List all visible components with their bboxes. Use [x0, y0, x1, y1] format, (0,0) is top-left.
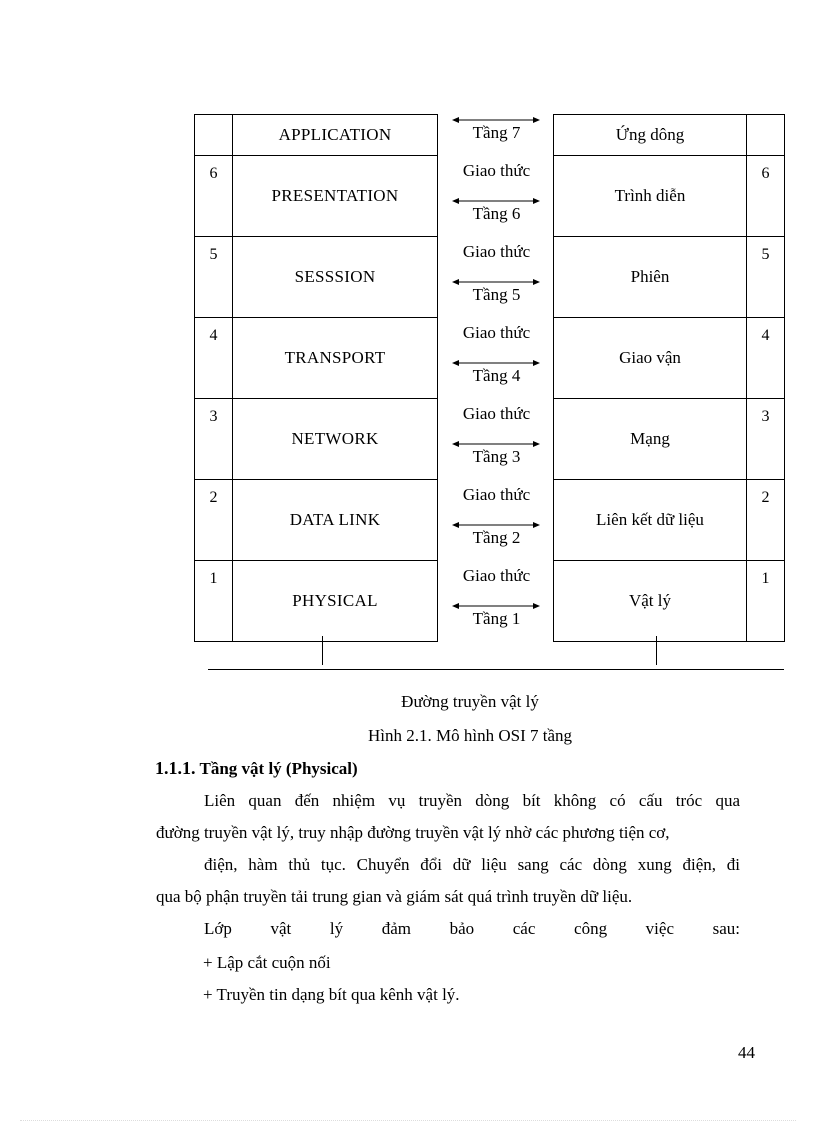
layer-name: NETWORK	[233, 399, 438, 480]
protocol-row	[440, 155, 553, 236]
left-stack-row	[195, 237, 438, 318]
protocol-row	[440, 317, 553, 398]
protocol-label: Giao thức	[462, 161, 531, 180]
layer-name-vi: Giao vận	[554, 318, 747, 399]
protocol-label: Giao thức	[462, 242, 531, 261]
layer-name: TRANSPORT	[233, 318, 438, 399]
medium-label: Đường truyền vật lý	[401, 692, 539, 711]
layer-number	[195, 115, 233, 156]
protocol-row	[440, 560, 553, 641]
protocol-label: Giao thức	[462, 404, 531, 423]
left-stack-row	[195, 561, 438, 642]
layer-name-vi: Liên kết dữ liệu	[554, 480, 747, 561]
protocol-row	[440, 236, 553, 317]
protocol-row	[440, 479, 553, 560]
layer-number: 5	[195, 237, 233, 318]
right-stack-row	[554, 318, 785, 399]
layer-number: 3	[747, 399, 785, 480]
layer-number	[747, 115, 785, 156]
layer-name-vi: Ứng dông	[554, 115, 747, 156]
layer-number: 3	[195, 399, 233, 480]
layer-number: 4	[195, 318, 233, 399]
right-stack-row	[554, 561, 785, 642]
layer-label: Tầng 1	[472, 609, 521, 628]
right-stack-row	[554, 115, 785, 156]
footer-divider	[20, 1120, 796, 1121]
layer-name-vi: Phiên	[554, 237, 747, 318]
paragraph: Lớp vật lý đảm bảo các công việc sau:	[204, 919, 740, 938]
right-stack-row	[554, 399, 785, 480]
medium-connector-left	[322, 636, 323, 665]
figure-caption: Hình 2.1. Mô hình OSI 7 tầng	[368, 726, 572, 745]
layer-name: APPLICATION	[233, 115, 438, 156]
left-stack-row	[195, 115, 438, 156]
layer-number: 2	[195, 480, 233, 561]
section-number: 1.1.1.	[155, 758, 196, 778]
layer-number: 4	[747, 318, 785, 399]
protocol-label: Giao thức	[462, 323, 531, 342]
layer-number: 2	[747, 480, 785, 561]
section-title: Tầng vật lý (Physical)	[199, 759, 358, 778]
protocol-row	[440, 398, 553, 479]
right-stack-row	[554, 237, 785, 318]
right-stack-row	[554, 480, 785, 561]
list-item: + Lập cắt cuộn nối	[203, 953, 331, 972]
paragraph	[156, 785, 740, 849]
layer-label: Tầng 2	[472, 528, 521, 547]
layer-number: 6	[747, 156, 785, 237]
layer-label: Tầng 6	[472, 204, 521, 223]
layer-name-vi: Mạng	[554, 399, 747, 480]
layer-label: Tầng 5	[472, 285, 521, 304]
layer-number: 5	[747, 237, 785, 318]
layer-number: 1	[195, 561, 233, 642]
paragraph-line: đường truyền vật lý, truy nhập đường truyền vật lý nhờ các phương tiện cơ,	[156, 823, 670, 842]
protocol-label: Giao thức	[462, 485, 531, 504]
left-stack-row	[195, 318, 438, 399]
physical-medium-line	[208, 669, 784, 670]
layer-label: Tầng 3	[472, 447, 521, 466]
layer-name: DATA LINK	[233, 480, 438, 561]
layer-name: SESSSION	[233, 237, 438, 318]
layer-number: 1	[747, 561, 785, 642]
left-stack-row	[195, 399, 438, 480]
paragraph-line: qua bộ phận truyền tải trung gian và giám sát quá trình truyền dữ liệu.	[156, 887, 633, 906]
layer-name: PRESENTATION	[233, 156, 438, 237]
protocol-label: Giao thức	[462, 566, 531, 585]
layer-name-vi: Vật lý	[554, 561, 747, 642]
left-osi-stack	[194, 114, 438, 642]
paragraph-line: điện, hàm thủ tục. Chuyển đổi dữ liệu sang các dòng xung điện, đi	[204, 855, 740, 874]
section-heading	[155, 758, 358, 779]
layer-label: Tầng 7	[472, 123, 521, 142]
left-stack-row	[195, 480, 438, 561]
layer-label: Tầng 4	[472, 366, 521, 385]
medium-connector-right	[656, 636, 657, 665]
right-osi-stack	[553, 114, 785, 642]
layer-name-vi: Trình diễn	[554, 156, 747, 237]
left-stack-row	[195, 156, 438, 237]
paragraph-line: Liên quan đến nhiệm vụ truyền dòng bít không có cấu tróc qua	[204, 791, 740, 810]
layer-name: PHYSICAL	[233, 561, 438, 642]
protocol-row	[440, 114, 553, 155]
layer-number: 6	[195, 156, 233, 237]
page-number: 44	[738, 1043, 755, 1062]
list-item: + Truyền tin dạng bít qua kênh vật lý.	[203, 985, 460, 1004]
right-stack-row	[554, 156, 785, 237]
paragraph	[156, 849, 740, 913]
